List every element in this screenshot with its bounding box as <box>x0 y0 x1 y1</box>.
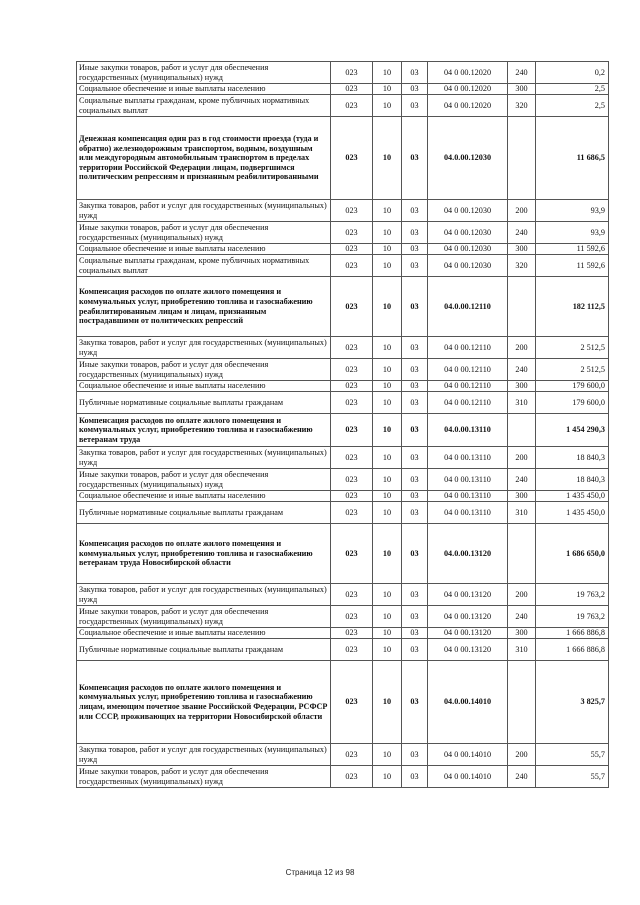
cell-subsection: 03 <box>402 524 428 584</box>
cell-amount: 1 435 450,0 <box>536 491 609 502</box>
table-row <box>77 392 609 414</box>
cell-target-article: 04 0 00.12110 <box>428 381 508 392</box>
cell-name: Социальное обеспечение и иные выплаты населению <box>77 84 331 95</box>
cell-subsection: 03 <box>402 469 428 491</box>
cell-expense-type: 200 <box>508 584 536 606</box>
cell-section: 10 <box>373 62 402 84</box>
cell-subsection: 03 <box>402 606 428 628</box>
cell-expense-type <box>508 414 536 447</box>
cell-grbs: 023 <box>331 469 373 491</box>
cell-expense-type: 240 <box>508 222 536 244</box>
cell-target-article: 04 0 00.13110 <box>428 469 508 491</box>
cell-name: Компенсация расходов по оплате жилого помещения и коммунальных услуг, приобретению топлива и газоснабжению лицам, имеющим почетное звание Российской Федерации, РСФСР или СССР, проживающих на территории Новосибирской области <box>77 661 331 744</box>
table-row <box>77 337 609 359</box>
cell-name: Закупка товаров, работ и услуг для государственных (муниципальных) нужд <box>77 447 331 469</box>
table-row <box>77 491 609 502</box>
cell-name: Компенсация расходов по оплате жилого помещения и коммунальных услуг, приобретению топлива и газоснабжению ветеранам труда <box>77 414 331 447</box>
cell-subsection: 03 <box>402 392 428 414</box>
cell-amount: 2 512,5 <box>536 337 609 359</box>
cell-section: 10 <box>373 584 402 606</box>
table-row <box>77 95 609 117</box>
table-row <box>77 744 609 766</box>
cell-grbs: 023 <box>331 414 373 447</box>
cell-grbs: 023 <box>331 244 373 255</box>
cell-grbs: 023 <box>331 524 373 584</box>
table-row <box>77 200 609 222</box>
cell-target-article: 04 0 00.12020 <box>428 84 508 95</box>
cell-amount: 2 512,5 <box>536 359 609 381</box>
cell-subsection: 03 <box>402 337 428 359</box>
cell-amount: 179 600,0 <box>536 381 609 392</box>
cell-expense-type: 320 <box>508 255 536 277</box>
cell-grbs: 023 <box>331 62 373 84</box>
cell-name: Социальное обеспечение и иные выплаты населению <box>77 491 331 502</box>
cell-expense-type: 310 <box>508 392 536 414</box>
cell-grbs: 023 <box>331 639 373 661</box>
cell-section: 10 <box>373 469 402 491</box>
cell-expense-type <box>508 524 536 584</box>
cell-section: 10 <box>373 414 402 447</box>
cell-expense-type: 310 <box>508 502 536 524</box>
table-row <box>77 661 609 744</box>
cell-subsection: 03 <box>402 661 428 744</box>
table-row <box>77 766 609 788</box>
cell-subsection: 03 <box>402 244 428 255</box>
cell-grbs: 023 <box>331 502 373 524</box>
cell-name: Закупка товаров, работ и услуг для государственных (муниципальных) нужд <box>77 584 331 606</box>
table-row <box>77 84 609 95</box>
cell-amount: 11 592,6 <box>536 244 609 255</box>
cell-name: Публичные нормативные социальные выплаты гражданам <box>77 502 331 524</box>
cell-subsection: 03 <box>402 277 428 337</box>
cell-target-article: 04 0 00.12030 <box>428 255 508 277</box>
cell-target-article: 04 0 00.12110 <box>428 359 508 381</box>
cell-expense-type: 300 <box>508 491 536 502</box>
cell-section: 10 <box>373 491 402 502</box>
budget-table <box>76 61 609 788</box>
cell-section: 10 <box>373 628 402 639</box>
cell-name: Иные закупки товаров, работ и услуг для обеспечения государственных (муниципальных) нужд <box>77 222 331 244</box>
cell-grbs: 023 <box>331 277 373 337</box>
cell-target-article: 04 0 00.12020 <box>428 62 508 84</box>
cell-target-article: 04.0.00.14010 <box>428 661 508 744</box>
cell-target-article: 04 0 00.13120 <box>428 606 508 628</box>
table-row <box>77 639 609 661</box>
cell-grbs: 023 <box>331 606 373 628</box>
cell-section: 10 <box>373 766 402 788</box>
cell-expense-type: 240 <box>508 606 536 628</box>
cell-name: Иные закупки товаров, работ и услуг для обеспечения государственных (муниципальных) нужд <box>77 359 331 381</box>
cell-amount: 55,7 <box>536 744 609 766</box>
cell-section: 10 <box>373 277 402 337</box>
table-row <box>77 62 609 84</box>
cell-target-article: 04.0.00.13110 <box>428 414 508 447</box>
cell-name: Публичные нормативные социальные выплаты гражданам <box>77 392 331 414</box>
cell-subsection: 03 <box>402 255 428 277</box>
cell-name: Закупка товаров, работ и услуг для государственных (муниципальных) нужд <box>77 337 331 359</box>
table-row <box>77 628 609 639</box>
cell-name: Закупка товаров, работ и услуг для государственных (муниципальных) нужд <box>77 200 331 222</box>
cell-grbs: 023 <box>331 584 373 606</box>
cell-section: 10 <box>373 200 402 222</box>
cell-name: Закупка товаров, работ и услуг для государственных (муниципальных) нужд <box>77 744 331 766</box>
cell-amount: 55,7 <box>536 766 609 788</box>
cell-subsection: 03 <box>402 584 428 606</box>
cell-subsection: 03 <box>402 200 428 222</box>
cell-name: Иные закупки товаров, работ и услуг для обеспечения государственных (муниципальных) нужд <box>77 469 331 491</box>
table-row <box>77 117 609 200</box>
cell-grbs: 023 <box>331 337 373 359</box>
cell-section: 10 <box>373 606 402 628</box>
cell-amount: 1 435 450,0 <box>536 502 609 524</box>
cell-amount: 1 666 886,8 <box>536 639 609 661</box>
cell-target-article: 04 0 00.12110 <box>428 392 508 414</box>
cell-section: 10 <box>373 392 402 414</box>
cell-expense-type <box>508 117 536 200</box>
cell-section: 10 <box>373 661 402 744</box>
cell-subsection: 03 <box>402 491 428 502</box>
cell-target-article: 04 0 00.13110 <box>428 502 508 524</box>
cell-target-article: 04 0 00.14010 <box>428 744 508 766</box>
cell-amount: 2,5 <box>536 95 609 117</box>
cell-target-article: 04.0.00.13120 <box>428 524 508 584</box>
cell-subsection: 03 <box>402 381 428 392</box>
cell-target-article: 04 0 00.12030 <box>428 244 508 255</box>
cell-expense-type: 200 <box>508 744 536 766</box>
cell-amount: 18 840,3 <box>536 447 609 469</box>
cell-name: Иные закупки товаров, работ и услуг для обеспечения государственных (муниципальных) нужд <box>77 766 331 788</box>
table-row <box>77 222 609 244</box>
table-row <box>77 244 609 255</box>
cell-subsection: 03 <box>402 766 428 788</box>
cell-section: 10 <box>373 95 402 117</box>
cell-amount: 1 454 290,3 <box>536 414 609 447</box>
cell-target-article: 04 0 00.13110 <box>428 447 508 469</box>
cell-subsection: 03 <box>402 359 428 381</box>
cell-amount: 11 592,6 <box>536 255 609 277</box>
cell-grbs: 023 <box>331 117 373 200</box>
cell-expense-type: 300 <box>508 244 536 255</box>
cell-expense-type: 320 <box>508 95 536 117</box>
cell-amount: 179 600,0 <box>536 392 609 414</box>
cell-grbs: 023 <box>331 255 373 277</box>
cell-subsection: 03 <box>402 62 428 84</box>
cell-amount: 2,5 <box>536 84 609 95</box>
page-footer: Страница 12 из 98 <box>285 868 355 877</box>
cell-section: 10 <box>373 639 402 661</box>
cell-target-article: 04 0 00.13120 <box>428 639 508 661</box>
cell-grbs: 023 <box>331 381 373 392</box>
cell-section: 10 <box>373 447 402 469</box>
cell-subsection: 03 <box>402 222 428 244</box>
cell-expense-type: 310 <box>508 639 536 661</box>
cell-name: Компенсация расходов по оплате жилого помещения и коммунальных услуг, приобретению топлива и газоснабжению реабилитированным лицам и лицам, признанным пострадавшими от политических репрессий <box>77 277 331 337</box>
cell-expense-type: 200 <box>508 200 536 222</box>
table-row <box>77 469 609 491</box>
cell-section: 10 <box>373 359 402 381</box>
cell-name: Денежная компенсация один раз в год стоимости проезда (туда и обратно) железнодорожным транспортом, водным, воздушным или междугородным автомобильным транспортом в пределах территории Российской Федерации лицам, подвергшимся политическим репрессиям и признанным реабилитированными <box>77 117 331 200</box>
cell-expense-type: 240 <box>508 359 536 381</box>
cell-name: Иные закупки товаров, работ и услуг для обеспечения государственных (муниципальных) нужд <box>77 62 331 84</box>
cell-name: Социальное обеспечение и иные выплаты населению <box>77 628 331 639</box>
cell-name: Публичные нормативные социальные выплаты гражданам <box>77 639 331 661</box>
cell-expense-type: 240 <box>508 62 536 84</box>
table-row <box>77 502 609 524</box>
cell-name: Социальные выплаты гражданам, кроме публичных нормативных социальных выплат <box>77 95 331 117</box>
cell-grbs: 023 <box>331 661 373 744</box>
cell-target-article: 04 0 00.12030 <box>428 200 508 222</box>
cell-expense-type: 300 <box>508 381 536 392</box>
cell-subsection: 03 <box>402 414 428 447</box>
cell-expense-type: 240 <box>508 766 536 788</box>
table-row <box>77 277 609 337</box>
table-row <box>77 447 609 469</box>
cell-section: 10 <box>373 244 402 255</box>
cell-name: Социальное обеспечение и иные выплаты населению <box>77 381 331 392</box>
cell-grbs: 023 <box>331 95 373 117</box>
cell-section: 10 <box>373 381 402 392</box>
cell-expense-type <box>508 277 536 337</box>
cell-subsection: 03 <box>402 744 428 766</box>
cell-name: Иные закупки товаров, работ и услуг для обеспечения государственных (муниципальных) нужд <box>77 606 331 628</box>
cell-grbs: 023 <box>331 744 373 766</box>
cell-target-article: 04 0 00.12020 <box>428 95 508 117</box>
cell-grbs: 023 <box>331 392 373 414</box>
table-row <box>77 584 609 606</box>
cell-subsection: 03 <box>402 95 428 117</box>
cell-amount: 19 763,2 <box>536 584 609 606</box>
cell-grbs: 023 <box>331 766 373 788</box>
cell-expense-type: 200 <box>508 447 536 469</box>
cell-expense-type: 240 <box>508 469 536 491</box>
cell-amount: 18 840,3 <box>536 469 609 491</box>
cell-grbs: 023 <box>331 628 373 639</box>
table-row <box>77 359 609 381</box>
cell-section: 10 <box>373 502 402 524</box>
cell-name: Социальные выплаты гражданам, кроме публичных нормативных социальных выплат <box>77 255 331 277</box>
cell-expense-type: 200 <box>508 337 536 359</box>
cell-target-article: 04 0 00.13110 <box>428 491 508 502</box>
table-row <box>77 606 609 628</box>
cell-section: 10 <box>373 84 402 95</box>
cell-grbs: 023 <box>331 491 373 502</box>
cell-expense-type: 300 <box>508 628 536 639</box>
cell-section: 10 <box>373 524 402 584</box>
table-row <box>77 524 609 584</box>
table-row <box>77 255 609 277</box>
cell-target-article: 04 0 00.14010 <box>428 766 508 788</box>
cell-target-article: 04 0 00.12110 <box>428 337 508 359</box>
cell-target-article: 04 0 00.12030 <box>428 222 508 244</box>
cell-amount: 93,9 <box>536 222 609 244</box>
cell-amount: 0,2 <box>536 62 609 84</box>
cell-grbs: 023 <box>331 84 373 95</box>
cell-subsection: 03 <box>402 628 428 639</box>
cell-target-article: 04.0.00.12030 <box>428 117 508 200</box>
cell-target-article: 04 0 00.13120 <box>428 628 508 639</box>
cell-grbs: 023 <box>331 447 373 469</box>
cell-grbs: 023 <box>331 222 373 244</box>
cell-grbs: 023 <box>331 359 373 381</box>
cell-amount: 11 686,5 <box>536 117 609 200</box>
cell-subsection: 03 <box>402 447 428 469</box>
cell-subsection: 03 <box>402 502 428 524</box>
cell-name: Компенсация расходов по оплате жилого помещения и коммунальных услуг, приобретению топлива и газоснабжению ветеранам труда Новосибирской области <box>77 524 331 584</box>
cell-amount: 1 686 650,0 <box>536 524 609 584</box>
table-row <box>77 414 609 447</box>
cell-expense-type <box>508 661 536 744</box>
cell-amount: 1 666 886,8 <box>536 628 609 639</box>
cell-target-article: 04.0.00.12110 <box>428 277 508 337</box>
cell-section: 10 <box>373 337 402 359</box>
cell-amount: 182 112,5 <box>536 277 609 337</box>
cell-expense-type: 300 <box>508 84 536 95</box>
cell-amount: 19 763,2 <box>536 606 609 628</box>
cell-grbs: 023 <box>331 200 373 222</box>
cell-name: Социальное обеспечение и иные выплаты населению <box>77 244 331 255</box>
cell-section: 10 <box>373 255 402 277</box>
cell-amount: 3 825,7 <box>536 661 609 744</box>
cell-section: 10 <box>373 744 402 766</box>
cell-target-article: 04 0 00.13120 <box>428 584 508 606</box>
cell-subsection: 03 <box>402 639 428 661</box>
cell-subsection: 03 <box>402 117 428 200</box>
cell-subsection: 03 <box>402 84 428 95</box>
cell-amount: 93,9 <box>536 200 609 222</box>
table-row <box>77 381 609 392</box>
cell-section: 10 <box>373 117 402 200</box>
cell-section: 10 <box>373 222 402 244</box>
